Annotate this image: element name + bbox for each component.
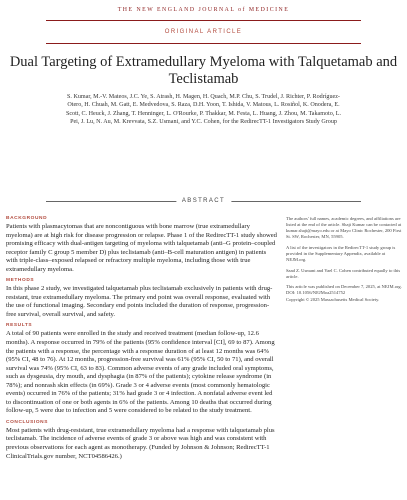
abstract-label: ABSTRACT (176, 196, 231, 207)
publication-date-note: This article was published on December 7, 2025, at NEJM.org. (286, 284, 402, 290)
author-list: S. Kumar, M.-V. Mateos, J.C. Ye, S. Atrash, H. Magen, H. Quach, M.P. Chu, S. Trudel, J. Richter, P. Rodríguez-Otero, H. Chuah, M. Gatt, E. Medvedova, S. Raza, D.H. Yoon, T. Ishida, V. Matous, L. Rosiñol, K. Onodera, E. Scott, C. Heuck, J. Zhang, T. Henninger, L. O'Rourke, P. Thakkar, M. Festa, L. Huang, J. Zhou, M. Takamoto, L. Pei, J. Lu, N. Au, M. Krevvata, S.Z. Usmani, and Y.C. Cohen, for the RedirecTT-1 Investigators Study Group (65, 94, 342, 125)
abstract-body (6, 216, 278, 465)
section-rule (46, 43, 361, 44)
background-text: Patients with plasmacytomas that are noncontiguous with bone marrow (true extramedullary myeloma) are at high risk for disease progression or relapse. Phase 1 of the RedirecTT-1 study showed promising efficacy with dual-antigen targeting of myeloma with talquetamab (anti–G protein–coupled receptor family C group 5 member D) plus teclistamab (anti–B-cell maturation antigen) in patients with triple-class–exposed relapsed or refractory multiple myeloma, including those with true extramedullary myeloma. (6, 223, 277, 273)
article-title: Dual Targeting of Extramedullary Myeloma with Talquetamab and Teclistamab (9, 54, 398, 87)
article-sidebar (286, 216, 404, 307)
article-type-label: ORIGINAL ARTICLE (164, 29, 243, 35)
methods-heading: METHODS (6, 278, 35, 284)
conclusions-text: Most patients with drug-resistant, true extramedullary myeloma had a response with talquetamab plus teclistamab. The incidence of adverse events of grade 3 or above was high and was consistent with previous observations for each agent as monotherapy. (Funded by Johnson & Johnson; RedirecTT-1 ClinicalTrials.gov number, NCT04586426.) (6, 426, 275, 460)
copyright-note: Copyright © 2025 Massachusetts Medical Society. (286, 296, 380, 302)
top-rule (46, 20, 361, 21)
results-heading: RESULTS (6, 323, 33, 329)
investigators-note: A list of the investigators in the RedirecTT-1 study group is provided in the Supplementary Appendix, available at NEJM.org. (286, 244, 396, 263)
journal-masthead: THE NEW ENGLAND JOURNAL of MEDICINE (117, 7, 290, 13)
doi-link[interactable]: DOI: 10.1056/NEJMoa2514752 (286, 290, 346, 296)
author-affiliation-note: The authors' full names, academic degrees, and affiliations are listed at the end of the article. Shaji Kumar can be contacted at kumar.shaji@mayo.edu or at Mayo Clinic Rochester, 200 First St. SW, Rochester, MN, 55905. (286, 216, 402, 240)
conclusions-heading: CONCLUSIONS (6, 419, 49, 425)
abstract-divider (46, 196, 361, 207)
background-heading: BACKGROUND (6, 216, 48, 221)
results-text: A total of 90 patients were enrolled in the study and received treatment (median follow-up, 12.6 months). A response occurred in 79% of the patients (95% confidence interval [CI], 69 to 87). Among the patients with a response, the percentage with a response duration of at least 12 months was 64% (95% CI, 48 to 76). At 12 months, progression-free survival was 61% (95% CI, 50 to 71), and overall survival was 74% (95% CI, 63 to 83). Common adverse events of any grade included oral symptoms, such as dysgeusia, dry mouth, and dysphagia (in 87% of the patients); cytokine release syndrome (in 78%); and nonrash skin effects (in 69%). Grade 3 or 4 adverse events (most commonly hematologic events) occurred in 76% of the patients; 31% had grade 3 or 4 infection. A nonfatal adverse event led to discontinuation of one or both agents in 6% of the patients. Among 10 deaths that occurred during follow-up, 5 were due to infection and 5 were considered to be related to the study treatment. (6, 330, 275, 415)
methods-text: In this phase 2 study, we investigated talquetamab plus teclistamab exclusively in patients with drug-resistant, true extramedullary myeloma. The primary end point was overall response, evaluated with the use of functional imaging. Secondary end points included the duration of response, progression-free survival, overall survival, and safety. (6, 285, 273, 318)
equal-contribution-note: Saad Z. Usmani and Yael C. Cohen contributed equally to this article. (286, 267, 401, 279)
